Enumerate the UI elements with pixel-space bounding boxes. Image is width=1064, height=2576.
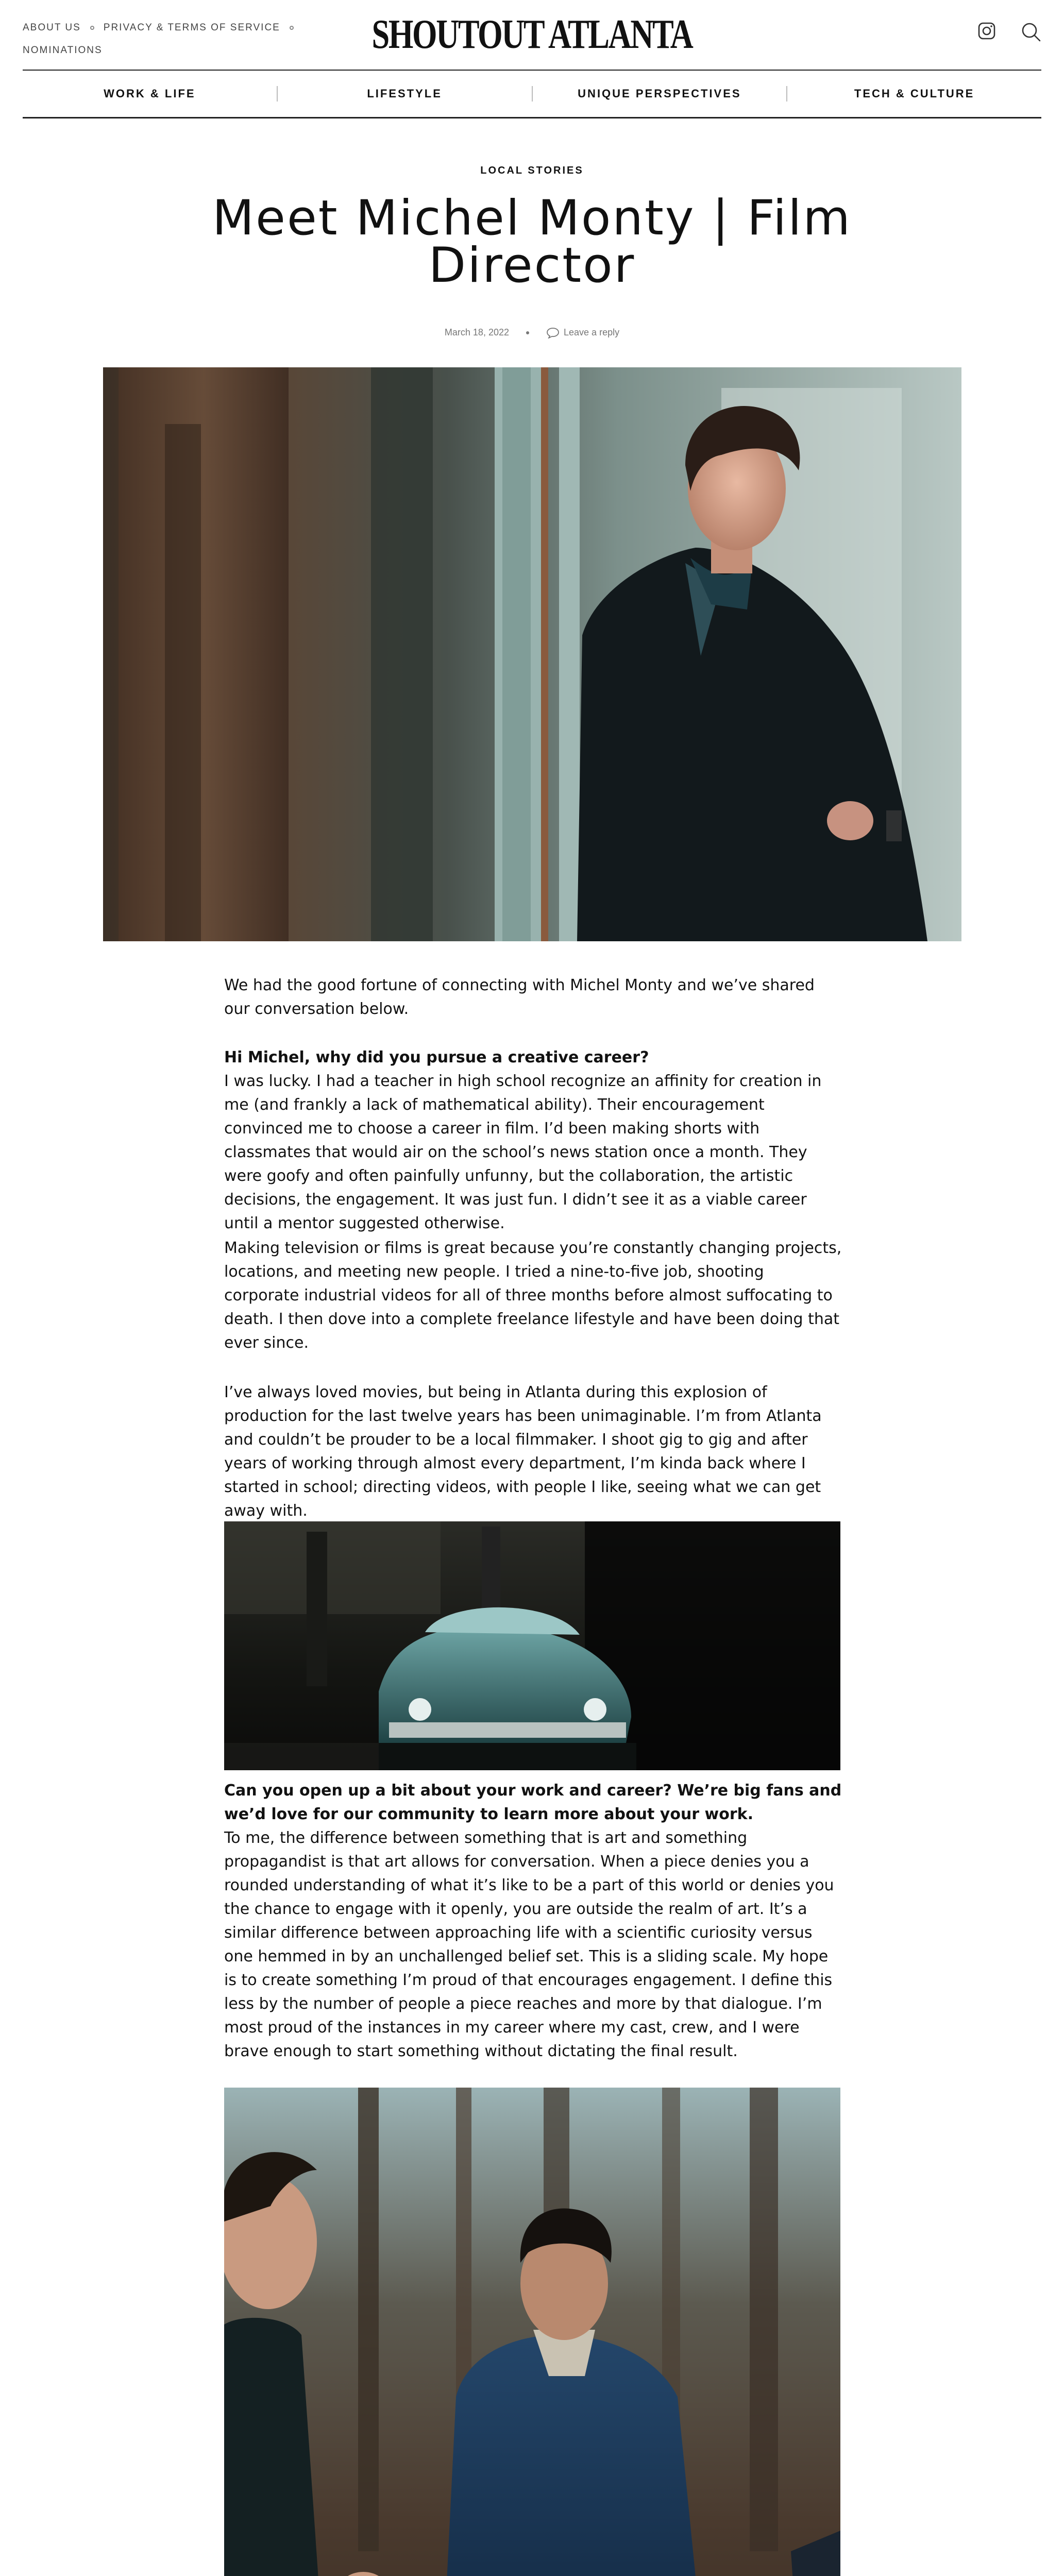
- nav-tech-culture[interactable]: TECH & CULTURE: [854, 87, 975, 100]
- answer-1-paragraph-2: Making television or films is great because you’re constantly changing projects, locations, and meeting new people. I tried a nine-to-five job, shooting corporate industrial videos for all of three months before almost suffocating to death. I then dove into a complete freelance lifestyle and have been doing that ever since.: [224, 1239, 842, 1352]
- answer-1-paragraph-1: I was lucky. I had a teacher in high school recognize an affinity for creation in me (and frankly a lack of mathematical ability). Their encouragement convinced me to choose a career in film. I’d been making shorts with classmates that would air on the school’s news station once a month. They were goofy and often painfully unfunny, but the collaboration, the artistic decisions, the engagement. It was just fun. I didn’t see it as a viable career until a mentor suggested otherwise.: [224, 1072, 822, 1232]
- question-1: Hi Michel, why did you pursue a creative career?: [224, 1048, 649, 1066]
- article-meta: [0, 327, 1064, 338]
- nominations-link[interactable]: NOMINATIONS: [23, 45, 103, 56]
- answer-1-paragraph-3-line-1: I’ve always loved movies, but being in Atlanta during this explosion of production for the last twelve years has been unimaginable. I’m from Atlanta: [224, 1383, 822, 1425]
- main-nav: [23, 71, 1041, 117]
- answer-1-paragraph-3-line-2: and couldn’t be prouder to be a local filmmaker. I shoot gig to gig and after years of working through almost every department, I’m kinda back where I started in school; directing videos, with people I like, seeing what we can get away with.: [224, 1431, 821, 1520]
- site-logo[interactable]: SHOUTOUT ATLANTA: [371, 12, 693, 57]
- leave-reply-link[interactable]: [546, 327, 619, 337]
- instagram-icon[interactable]: [976, 21, 997, 41]
- nav-unique-perspectives[interactable]: UNIQUE PERSPECTIVES: [578, 87, 741, 100]
- answer-1-paragraph-3-block: [224, 1381, 842, 1523]
- qa-section-2: [224, 1779, 842, 2063]
- intro-paragraph: We had the good fortune of connecting with Michel Monty and we’ve shared our conversation below.: [224, 976, 815, 1018]
- leave-reply-label: Leave a reply: [564, 327, 620, 337]
- answer-2: To me, the difference between something that is art and something propagandist is that art allows for conversation. When a piece denies you a rounded understanding of what it’s like to be a part of this world or denies you the chance to engage with it openly, you are outside the realm of art. It’s a similar difference between approaching life with a scientific curiosity versus one hemmed in by an unchallenged belief set. This is a sliding scale. My hope is to create something I’m proud of that encourages engagement. I define this less by the number of people a piece reaches and more by that dialogue. I’m most proud of the instances in my career where my cast, crew, and I were brave enough to start something without dictating the final result.: [224, 1829, 834, 2060]
- car-photo: [224, 1521, 840, 1770]
- separator-dot: [90, 26, 94, 30]
- question-2: Can you open up a bit about your work and career? We’re big fans and we’d love for our community to learn more about your work.: [224, 1782, 842, 1823]
- nav-lifestyle[interactable]: LIFESTYLE: [367, 87, 442, 100]
- article-date: March 18, 2022: [444, 327, 509, 337]
- forest-photo: [224, 2088, 840, 2576]
- nav-work-life[interactable]: WORK & LIFE: [104, 87, 196, 100]
- site-header: [0, 0, 1064, 70]
- about-us-link[interactable]: ABOUT US: [23, 22, 81, 33]
- comment-icon: [546, 327, 560, 338]
- hero-photo: [103, 367, 961, 941]
- qa-section-1: [224, 1046, 842, 1235]
- article-body: [224, 974, 842, 1021]
- search-icon[interactable]: [1020, 21, 1042, 43]
- meta-separator: [526, 331, 529, 334]
- article-category[interactable]: LOCAL STORIES: [480, 165, 584, 176]
- article-title: Meet Michel Monty | Film Director: [212, 190, 852, 294]
- nav-divider: [23, 117, 1041, 118]
- privacy-terms-link[interactable]: PRIVACY & TERMS OF SERVICE: [103, 22, 280, 33]
- answer-1-paragraph-2-block: [224, 1236, 842, 1355]
